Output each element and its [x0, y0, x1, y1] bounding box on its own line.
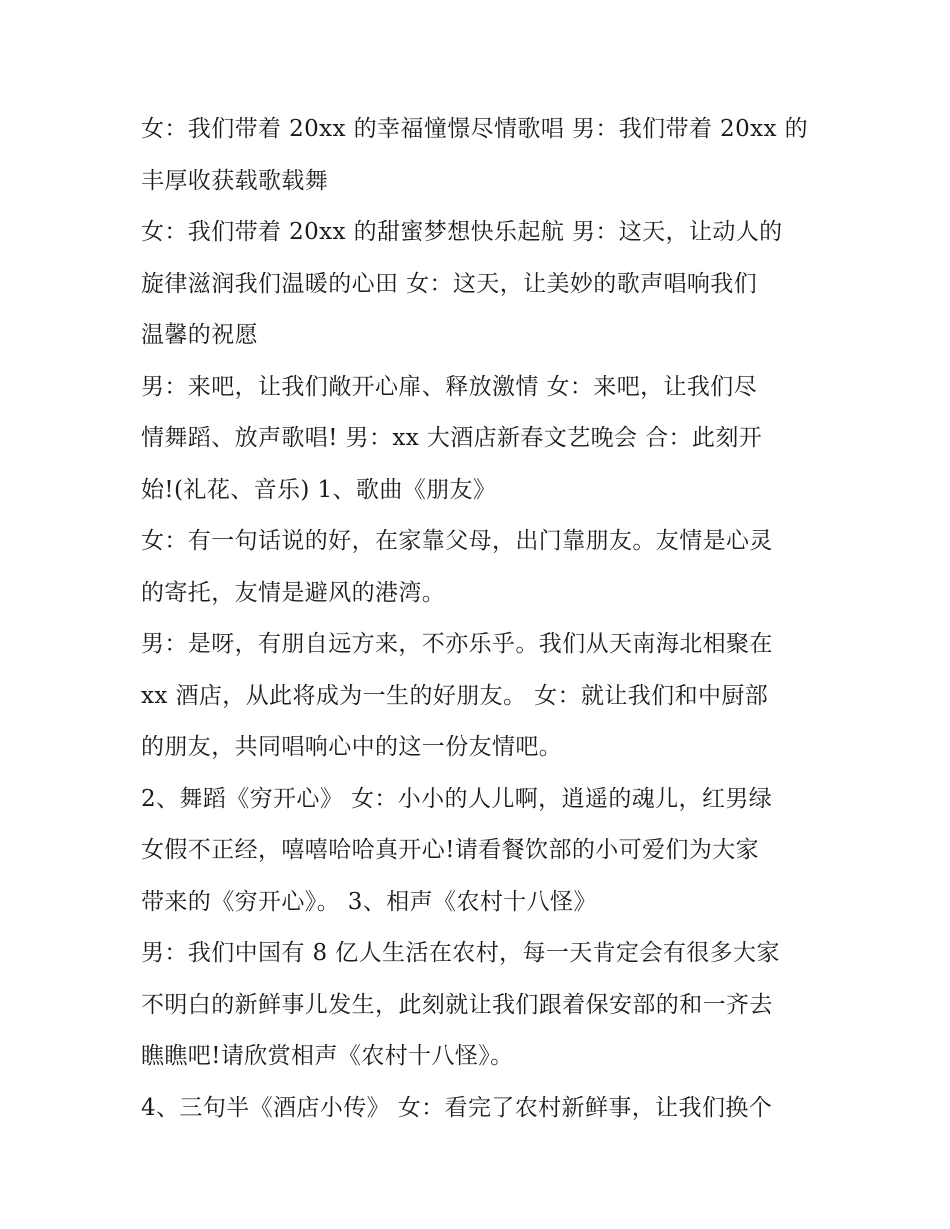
text-line: 2、舞蹈《穷开心》 女：小小的人儿啊，逍遥的魂儿，红男绿 — [141, 785, 773, 812]
text-line: 的朋友，共同唱响心中的这一份友情吧。 — [141, 734, 563, 760]
text-line: 温馨的祝愿 — [141, 322, 258, 348]
text-line: 女假不正经，嘻嘻哈哈真开心!请看餐饮部的小可爱们为大家 — [141, 837, 760, 863]
text-line: 情舞蹈、放声歌唱! 男：xx 大酒店新春文艺晚会 合：此刻开 — [141, 425, 763, 451]
text-line: 女：我们带着 20xx 的幸福憧憬尽情歌唱 男：我们带着 20xx 的 — [141, 116, 808, 142]
text-line: 4、三句半《酒店小传》 女：看完了农村新鲜事，让我们换个 — [141, 1094, 773, 1121]
text-line: 瞧瞧吧!请欣赏相声《农村十八怪》。 — [141, 1043, 514, 1069]
text-line: xx 酒店，从此将成为一生的好朋友。 女：就让我们和中厨部 — [141, 682, 769, 709]
text-line: 旋律滋润我们温暖的心田 女：这天，让美妙的歌声唱响我们 — [141, 270, 758, 297]
text-line: 女：我们带着 20xx 的甜蜜梦想快乐起航 男：这天，让动人的 — [141, 219, 783, 245]
text-line: 男：我们中国有 8 亿人生活在农村，每一天肯定会有很多大家 — [141, 940, 780, 966]
text-line: 男：是呀，有朋自远方来，不亦乐乎。我们从天南海北相聚在 — [141, 631, 773, 657]
document-body — [141, 104, 821, 1134]
text-line: 不明白的新鲜事儿发生，此刻就让我们跟着保安部的和一齐去 — [141, 991, 773, 1018]
text-line: 始!(礼花、音乐) 1、歌曲《朋友》 — [141, 476, 497, 503]
text-line: 女：有一句话说的好，在家靠父母，出门靠朋友。友情是心灵 — [141, 528, 773, 554]
text-line: 男：来吧，让我们敞开心扉、释放激情 女：来吧，让我们尽 — [141, 373, 758, 400]
text-line: 丰厚收获载歌载舞 — [141, 167, 329, 194]
text-line: 的寄托，友情是避风的港湾。 — [141, 579, 446, 606]
text-line: 带来的《穷开心》。 3、相声《农村十八怪》 — [141, 888, 597, 915]
